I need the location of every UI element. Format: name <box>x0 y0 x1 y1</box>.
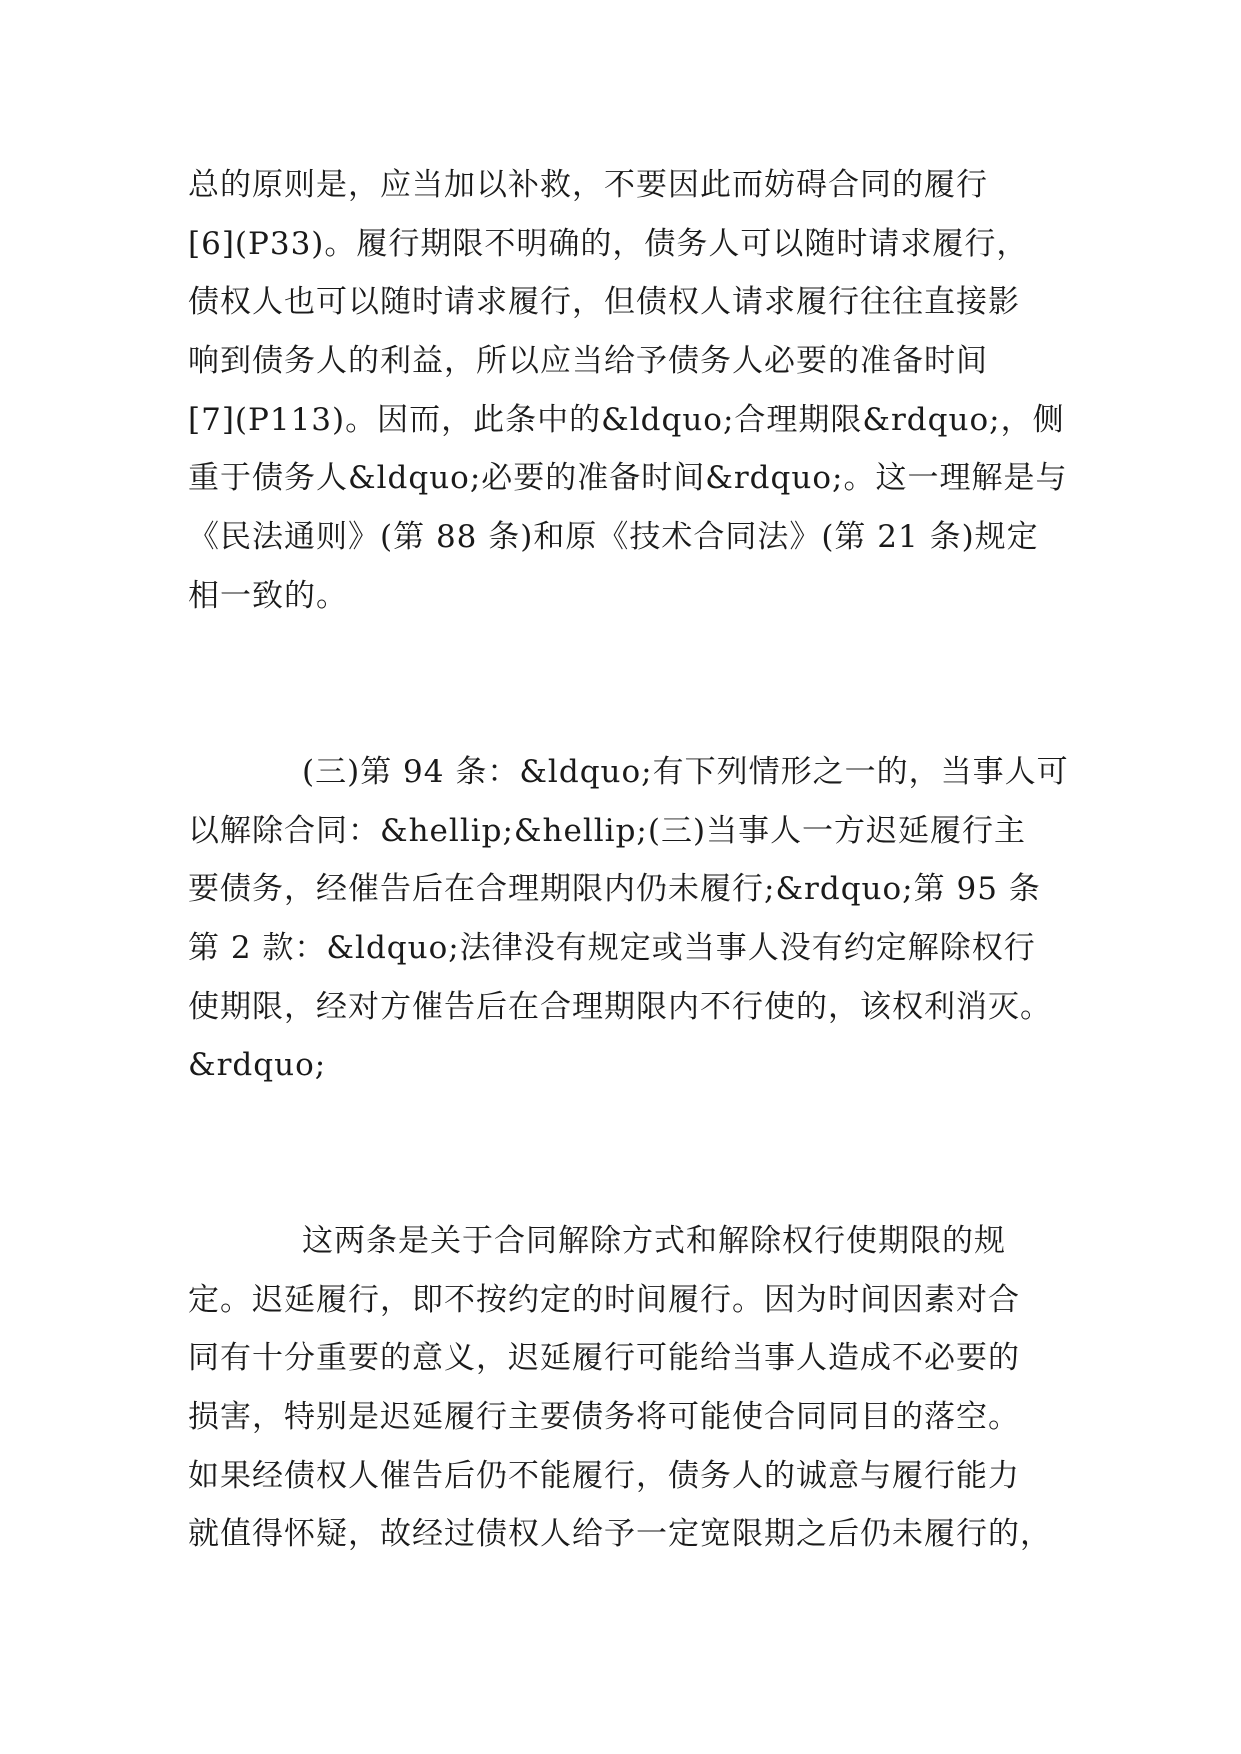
text-line: 总的原则是，应当加以补救，不要因此而妨碍合同的履行 <box>188 167 988 203</box>
text-line: 《民法通则》(第 88 条)和原《技术合同法》(第 21 条)规定 <box>188 519 1039 556</box>
text-line: 第 2 款：&ldquo;法律没有规定或当事人没有约定解除权行 <box>188 930 1036 967</box>
text-line: 损害，特别是迟延履行主要债务将可能使合同同目的落空。 <box>188 1399 1020 1436</box>
paragraph-article-94-95 <box>188 743 1069 1095</box>
text-line: 定。迟延履行，即不按约定的时间履行。因为时间因素对合 <box>188 1281 1020 1318</box>
text-line: 这两条是关于合同解除方式和解除权行使期限的规 <box>302 1223 1006 1259</box>
text-line: 债权人也可以随时请求履行，但债权人请求履行往往直接影 <box>188 284 1020 321</box>
paragraph-principle <box>188 156 1068 626</box>
text-line: 同有十分重要的意义，迟延履行可能给当事人造成不必要的 <box>188 1340 1020 1377</box>
text-line: &rdquo; <box>188 1047 327 1084</box>
text-line: 响到债务人的利益，所以应当给予债务人必要的准备时间 <box>188 343 988 380</box>
text-line: 以解除合同：&hellip;&hellip;(三)当事人一方迟延履行主 <box>188 812 1027 849</box>
text-line: 要债务，经催告后在合理期限内仍未履行;&rdquo;第 95 条 <box>188 871 1041 908</box>
text-line: [6](P33)。履行期限不明确的，债务人可以随时请求履行， <box>188 225 1029 262</box>
text-line: 相一致的。 <box>188 577 348 614</box>
text-line: [7](P113)。因而，此条中的&ldquo;合理期限&rdquo;，侧 <box>188 401 1065 438</box>
text-line: 使期限，经对方催告后在合理期限内不行使的，该权利消灭。 <box>188 988 1052 1025</box>
text-line: 重于债务人&ldquo;必要的准备时间&rdquo;。这一理解是与 <box>188 460 1068 497</box>
text-line: 就值得怀疑，故经过债权人给予一定宽限期之后仍未履行的， <box>188 1516 1052 1553</box>
text-line: 如果经债权人催告后仍不能履行，债务人的诚意与履行能力 <box>188 1457 1020 1494</box>
text-line: (三)第 94 条：&ldquo;有下列情形之一的，当事人可 <box>302 754 1069 790</box>
paragraph-rescission-explanation <box>188 1212 1058 1564</box>
